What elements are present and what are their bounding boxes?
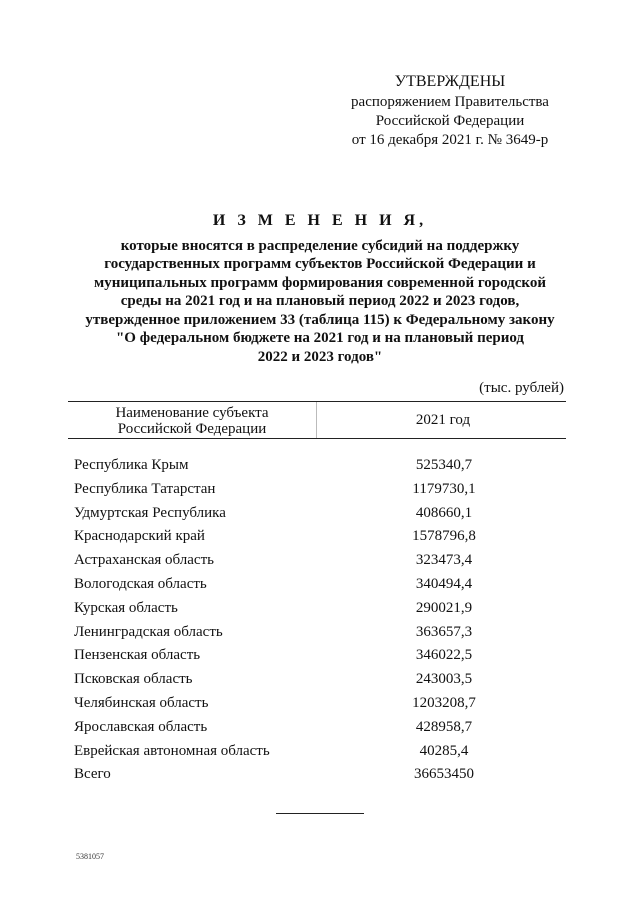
- table-row: [74, 479, 574, 503]
- row-value: 323473,4: [415, 552, 473, 569]
- row-value: 1179730,1: [412, 480, 476, 497]
- column-divider: [316, 402, 317, 438]
- table-header: [68, 401, 566, 439]
- row-value: 1203208,7: [412, 694, 476, 711]
- document-heading: [60, 212, 580, 366]
- table-row: [74, 693, 574, 717]
- column-header-name: Наименование субъекта Российской Федерации: [115, 405, 269, 437]
- row-name: Краснодарский край: [74, 528, 205, 545]
- table-row: [74, 717, 574, 741]
- table-row: [74, 550, 574, 574]
- row-value: 428958,7: [415, 718, 473, 735]
- row-name: Курская область: [74, 599, 178, 616]
- document-code: 5381057: [76, 852, 104, 861]
- row-name: Республика Крым: [74, 457, 189, 473]
- row-name: Пензенская область: [74, 647, 201, 664]
- row-value: 290021,9: [415, 599, 473, 616]
- table-row: [74, 598, 574, 622]
- row-name: Ленинградская область: [74, 623, 223, 640]
- table-row: [74, 622, 574, 646]
- approval-line-2: Российской Федерации: [375, 113, 525, 129]
- row-name: Республика Татарстан: [74, 480, 216, 497]
- document-subtitle: которые вносятся в распределение субсидий на поддержку государственных программ субъектов Российской Федерации и муниципальных программ формирования современной городской среды на 2021 год и на плановый период 2022 и 2023 годов, утвержденное приложением 33 (таблица 115) к Федеральному закону "О федеральном бюджете на 2021 год и на плановый период 2022 и 2023 годов": [85, 237, 555, 365]
- row-value: 1578796,8: [412, 528, 476, 545]
- document-title: И З М Е Н Е Н И Я,: [212, 212, 428, 229]
- table-row: [74, 741, 574, 765]
- table-row: [74, 574, 574, 598]
- row-value: 525340,7: [415, 457, 473, 473]
- units-label: (тыс. рублей): [479, 380, 564, 396]
- approval-block: [330, 72, 570, 150]
- row-name-total: Всего: [74, 766, 111, 783]
- row-value-total: 36653450: [414, 766, 474, 783]
- end-divider: [276, 813, 364, 814]
- table-row: [74, 526, 574, 550]
- row-name: Челябинская область: [74, 694, 209, 711]
- approval-title: УТВЕРЖДЕНЫ: [394, 73, 506, 90]
- column-header-year: 2021 год: [415, 412, 471, 428]
- row-value: 363657,3: [415, 623, 473, 640]
- row-value: 340494,4: [415, 575, 473, 592]
- table-body: [74, 455, 574, 788]
- table-row-total: [74, 764, 574, 788]
- row-name: Псковская область: [74, 671, 193, 688]
- table-row: [74, 503, 574, 527]
- row-value: 40285,4: [419, 742, 469, 759]
- table-row: [74, 669, 574, 693]
- approval-line-3: от 16 декабря 2021 г. № 3649-р: [351, 132, 549, 148]
- row-name: Астраханская область: [74, 552, 214, 569]
- row-name: Ярославская область: [74, 718, 208, 735]
- table-row: [74, 455, 574, 479]
- row-value: 346022,5: [415, 647, 473, 664]
- row-value: 408660,1: [415, 504, 473, 521]
- table-row: [74, 645, 574, 669]
- row-name: Вологодская область: [74, 575, 207, 592]
- row-value: 243003,5: [415, 671, 473, 688]
- approval-line-1: распоряжением Правительства: [351, 94, 549, 110]
- row-name: Еврейская автономная область: [74, 742, 270, 759]
- row-name: Удмуртская Республика: [74, 504, 226, 521]
